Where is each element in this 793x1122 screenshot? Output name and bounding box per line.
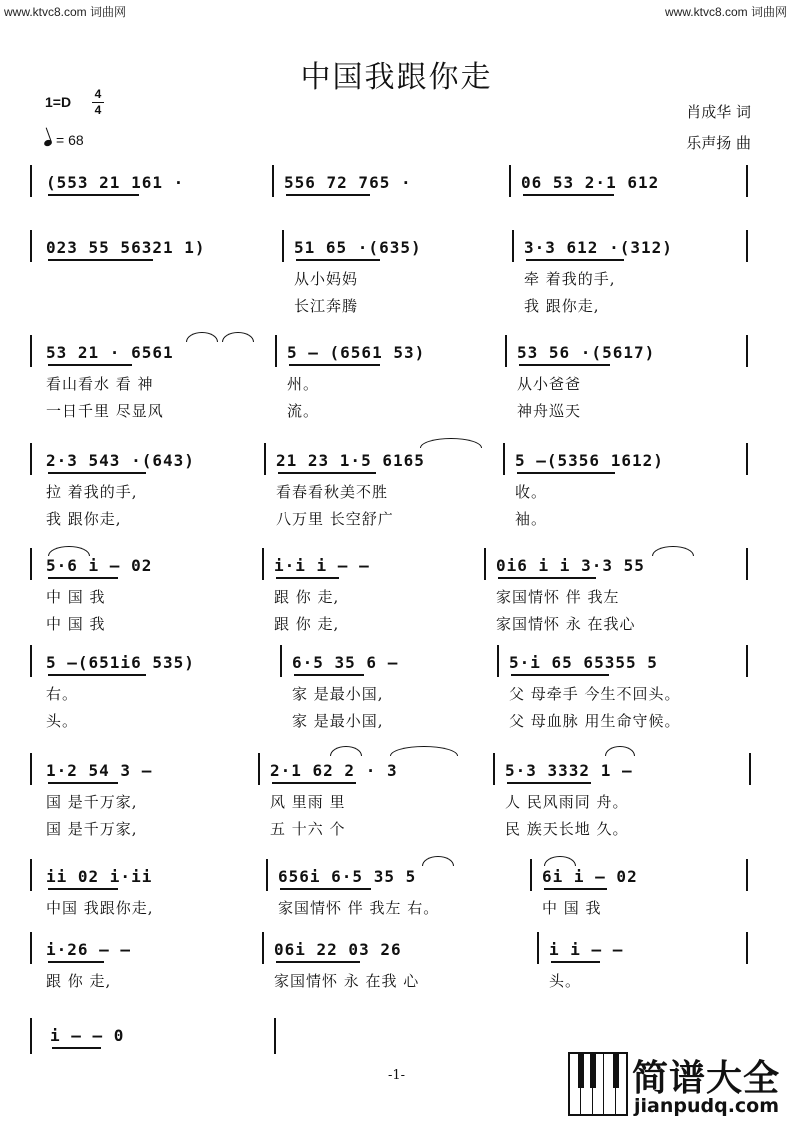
bar-line [30,1018,32,1054]
bar-line [746,548,748,580]
notation-measure: 5·i 65 65355 5 [509,653,658,672]
beam-underline [48,782,118,784]
bar-line [30,230,32,262]
logo-text: 简谱大全 [632,1058,781,1099]
slur-mark [390,746,458,756]
lyric-line: 中 国 我 [46,588,106,606]
notation-measure: 6·5 35 6 – [292,653,399,672]
bar-line [497,645,499,677]
beam-underline [544,888,607,890]
notation-measure: i – – 0 [50,1026,125,1045]
bar-line [530,859,532,891]
beam-underline [296,259,380,261]
beam-underline [517,472,615,474]
tempo-marking [44,132,84,148]
notation-measure: 06 53 2·1 612 [521,173,660,192]
lyric-line: 跟 你 走, [274,615,340,633]
quarter-note-icon [43,139,53,147]
lyric-line: 家国情怀 伴 我左 右。 [278,899,440,917]
lyric-line: 收。 [515,483,548,501]
lyric-line: 家国情怀 伴 我左 [496,588,620,606]
notation-measure: 21 23 1·5 6165 [276,451,425,470]
bar-line [274,1018,276,1054]
bar-line [484,548,486,580]
bar-line [537,932,539,964]
lyric-line: 我 跟你走, [524,297,600,315]
notation-measure: 0i6 i i 3·3 55 [496,556,645,575]
lyric-line: 八万里 长空舒广 [276,510,394,528]
beam-underline [523,194,614,196]
lyric-line: 家 是最小国, [292,712,384,730]
composer-credit: 乐声扬 曲 [686,134,751,152]
slur-mark [48,546,90,556]
beam-underline [519,364,610,366]
notation-measure: i·26 – – [46,940,132,959]
bar-line [509,165,511,197]
bar-line [30,859,32,891]
notation-measure: 023 55 56321 1) [46,238,206,257]
notation-measure: 2·3 543 ·(643) [46,451,195,470]
bar-line [30,753,32,785]
notation-measure: 3·3 612 ·(312) [524,238,673,257]
page-number: -1- [387,1068,406,1083]
beam-underline [294,674,364,676]
beam-underline [289,364,380,366]
slur-mark [222,332,254,342]
song-title: 中国我跟你走 [300,60,493,95]
bar-line [746,859,748,891]
beam-underline [498,577,596,579]
bar-line [272,165,274,197]
slur-mark [420,438,482,448]
lyric-line: 家国情怀 永 在我 心 [274,972,420,990]
bar-line [264,443,266,475]
bar-line [746,230,748,262]
slur-mark [330,746,362,756]
slur-mark [422,856,454,866]
lyric-line: 一日千里 尽显风 [46,402,164,420]
beam-underline [280,888,371,890]
notation-measure: 53 21 · 6561 [46,343,174,362]
time-sig-top: 4 [94,87,102,101]
slur-mark [605,746,635,756]
lyric-line: 流。 [287,402,320,420]
tempo-value: = 68 [56,132,84,148]
beam-underline [526,259,624,261]
lyric-line: 国 是千万家, [46,820,138,838]
notation-measure: 5 – (6561 53) [287,343,426,362]
lyric-line: 五 十六 个 [270,820,346,838]
beam-underline [48,888,118,890]
bar-line [746,932,748,964]
lyric-line: 看春看秋美不胜 [276,483,389,501]
lyric-line: 家 是最小国, [292,685,384,703]
beam-underline [48,194,139,196]
site-logo [568,1050,790,1120]
bar-line [282,230,284,262]
bar-line [30,165,32,197]
beam-underline [511,674,609,676]
bar-line [275,335,277,367]
beam-underline [48,961,104,963]
beam-underline [507,782,591,784]
lyric-line: 人 民风雨同 舟。 [505,793,629,811]
bar-line [30,645,32,677]
lyric-line: 看山看水 看 神 [46,375,154,393]
slur-mark [652,546,694,556]
logo-url: jianpudq.com [634,1095,780,1117]
beam-underline [272,782,356,784]
slur-mark [186,332,218,342]
lyric-line: 州。 [287,375,320,393]
lyric-line: 跟 你 走, [46,972,112,990]
beam-underline [52,1047,101,1049]
notation-measure: 6i i – 02 [542,867,638,886]
lyric-line: 跟 你 走, [274,588,340,606]
bar-line [749,753,751,785]
lyric-line: 牵 着我的手, [524,270,616,288]
beam-underline [286,194,370,196]
lyric-line: 右。 [46,685,79,703]
lyric-line: 中 国 我 [542,899,602,917]
beam-underline [48,674,146,676]
lyric-line: 拉 着我的手, [46,483,138,501]
bar-line [30,443,32,475]
beam-underline [48,577,118,579]
lyric-line: 头。 [46,712,79,730]
lyricist-credit: 肖成华 词 [686,103,751,121]
notation-measure: (553 21 161 · [46,173,185,192]
bar-line [258,753,260,785]
lyric-line: 国 是千万家, [46,793,138,811]
bar-line [503,443,505,475]
lyric-line: 父 母牵手 今生不回头。 [509,685,681,703]
notation-measure: 5·3 3332 1 – [505,761,633,780]
bar-line [746,165,748,197]
bar-line [262,548,264,580]
lyric-line: 民 族天长地 久。 [505,820,629,838]
beam-underline [278,472,376,474]
notation-measure: i·i i – – [274,556,370,575]
time-signature [92,88,104,117]
bar-line [30,548,32,580]
notation-measure: 5·6 i – 02 [46,556,153,575]
bar-line [30,932,32,964]
notation-measure: ii 02 i·ii [46,867,153,886]
bar-line [30,335,32,367]
notation-measure: 53 56 ·(5617) [517,343,656,362]
lyric-line: 神舟巡天 [517,402,582,420]
notation-measure: 06i 22 03 26 [274,940,402,959]
lyric-line: 家国情怀 永 在我心 [496,615,636,633]
time-sig-bottom: 4 [94,103,102,117]
notation-measure: 556 72 765 · [284,173,412,192]
lyric-line: 长江奔腾 [294,297,359,315]
notation-measure: 5 –(5356 1612) [515,451,664,470]
lyric-line: 袖。 [515,510,548,528]
beam-underline [48,259,153,261]
lyric-line: 中 国 我 [46,615,106,633]
notation-measure: 1·2 54 3 – [46,761,153,780]
bar-line [493,753,495,785]
beam-underline [48,472,146,474]
notation-measure: 2·1 62 2 · 3 [270,761,398,780]
beam-underline [551,961,600,963]
lyric-line: 从小爸爸 [517,375,582,393]
beam-underline [276,961,360,963]
site-header-right: www.ktvc8.com 词曲网 [664,5,787,19]
notation-measure: 5 –(651i6 535) [46,653,195,672]
lyric-line: 中国 我跟你走, [46,899,154,917]
lyric-line: 从小妈妈 [294,270,359,288]
bar-line [746,335,748,367]
lyric-line: 父 母血脉 用生命守候。 [509,712,681,730]
lyric-line: 我 跟你走, [46,510,122,528]
beam-underline [276,577,339,579]
bar-line [505,335,507,367]
piano-keys-icon [568,1052,628,1116]
slur-mark [544,856,576,866]
bar-line [512,230,514,262]
notation-measure: 656i 6·5 35 5 [278,867,417,886]
bar-line [266,859,268,891]
bar-line [280,645,282,677]
beam-underline [48,364,132,366]
notation-measure: i i – – [549,940,624,959]
bar-line [746,443,748,475]
key-signature: 1=D [45,94,72,110]
bar-line [746,645,748,677]
notation-measure: 51 65 ·(635) [294,238,422,257]
bar-line [262,932,264,964]
lyric-line: 风 里雨 里 [270,793,346,811]
site-header-left: www.ktvc8.com 词曲网 [4,5,127,19]
lyric-line: 头。 [549,972,582,990]
